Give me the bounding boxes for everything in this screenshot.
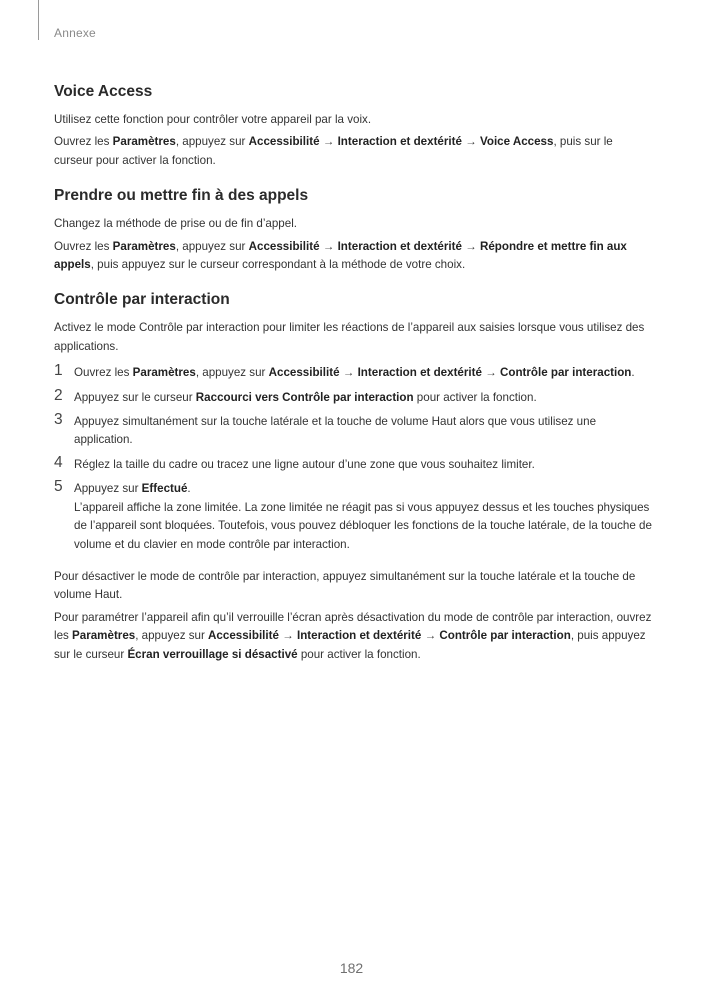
menu-term: Paramètres <box>112 239 176 253</box>
step-5: 5 Appuyez sur Effectué. L’appareil affiche la zone limitée. La zone limitée ne réagit pas si vous appuyez dessus et les touches physiques de l’appareil sont bloquées. Toutefois, vous pouvez débloquer les fonctions de la touche latérale, de la touche de volume et du clavier en mode contrôle par interaction. <box>54 478 652 551</box>
step-number: 1 <box>54 362 63 380</box>
steps-list <box>54 364 654 554</box>
step-3 <box>54 413 654 450</box>
step-number: 3 <box>54 411 63 429</box>
step-text: Réglez la taille du cadre ou tracez une ligne autour d’une zone que vous souhaitez limiter. <box>74 457 535 471</box>
deactivate-note: Pour désactiver le mode de contrôle par interaction, appuyez simultanément sur la touche latérale et la touche de volume Haut. <box>54 569 636 602</box>
step-number: 5 <box>54 478 63 496</box>
menu-term: Interaction et dextérité <box>337 239 462 253</box>
menu-term: Paramètres <box>112 135 176 149</box>
menu-term: Contrôle par interaction <box>439 629 571 643</box>
section-calls <box>54 186 654 274</box>
section-title: Voice Access <box>54 83 153 100</box>
step-number: 2 <box>54 386 63 404</box>
page-content <box>54 82 654 680</box>
section-intro: Activez le mode Contrôle par interaction pour limiter les réactions de l’appareil aux saisies lorsque vous utilisez des applications. <box>54 321 645 353</box>
section-interaction-control <box>54 290 654 664</box>
menu-term: Paramètres <box>132 366 196 380</box>
menu-term: Accessibilité <box>208 629 279 643</box>
menu-term: Répondre et mettre fin aux appels <box>54 239 627 272</box>
menu-term: Voice Access <box>479 135 554 149</box>
step-number: 4 <box>54 453 63 471</box>
section-title: Contrôle par interaction <box>54 291 230 309</box>
menu-term: Interaction et dextérité <box>337 135 462 149</box>
arrow-icon: → <box>319 135 338 149</box>
instruction-paragraph: Ouvrez les Paramètres, appuyez sur Accessibilité → Interaction et dextérité → Voice Access, puis sur le curseur pour activer la fonction. <box>54 135 613 167</box>
step-text: Appuyez simultanément sur la touche latérale et la touche de volume Haut alors que vous utilisez une application. <box>74 415 597 447</box>
page-number: 182 <box>339 960 364 976</box>
lock-note: Pour paramétrer l’appareil afin qu’il verrouille l’écran après désactivation du mode de contrôle par interaction, ouvrez les Paramètres, appuyez sur Accessibilité → Interaction et dextérité → Contrôle par interaction, puis appuyez sur le curseur Écran verrouillage si désactivé pour activer la fonction. <box>54 610 652 661</box>
menu-term: Raccourci vers Contrôle par interaction <box>195 390 414 404</box>
section-intro: Changez la méthode de prise ou de fin d’appel. <box>54 217 297 231</box>
step-2: 2 Appuyez sur le curseur Raccourci vers Contrôle par interaction pour activer la fonction. <box>54 386 537 404</box>
step-detail: L’appareil affiche la zone limitée. La zone limitée ne réagit pas si vous appuyez dessus et les touches physiques de l’appareil sont bloquées. Toutefois, vous pouvez débloquer les fonctions de la touche latérale, de la touche de volume et du clavier en mode contrôle par interaction. <box>74 500 652 551</box>
step-4 <box>54 453 654 474</box>
margin-rule <box>38 0 39 40</box>
arrow-icon: → <box>461 135 480 149</box>
menu-term: Contrôle par interaction <box>499 366 632 380</box>
section-voice-access <box>54 82 654 170</box>
menu-term: Accessibilité <box>248 239 320 253</box>
arrow-icon: → <box>461 239 480 253</box>
menu-term: Accessibilité <box>248 135 320 149</box>
menu-term: Interaction et dextérité <box>296 629 422 643</box>
section-label: Annexe <box>54 26 96 40</box>
arrow-icon: → <box>481 366 500 380</box>
menu-term: Accessibilité <box>268 366 340 380</box>
step-1: 1 Ouvrez les Paramètres, appuyez sur Accessibilité → Interaction et dextérité → Contrôle par interaction. <box>54 362 635 380</box>
arrow-icon: → <box>319 239 338 253</box>
arrow-icon: → <box>421 629 440 643</box>
section-intro: Utilisez cette fonction pour contrôler votre appareil par la voix. <box>54 113 372 126</box>
arrow-icon: → <box>339 366 358 380</box>
menu-term: Écran verrouillage si désactivé <box>127 647 298 661</box>
menu-term: Interaction et dextérité <box>357 366 482 380</box>
instruction-paragraph: Ouvrez les Paramètres, appuyez sur Accessibilité → Interaction et dextérité → Répondre et mettre fin aux appels, puis appuyez sur le curseur correspondant à la méthode de votre choix. <box>54 239 627 272</box>
section-title: Prendre ou mettre fin à des appels <box>54 187 309 205</box>
menu-term: Paramètres <box>72 629 136 643</box>
menu-term: Effectué <box>141 482 188 496</box>
arrow-icon: → <box>278 629 297 643</box>
